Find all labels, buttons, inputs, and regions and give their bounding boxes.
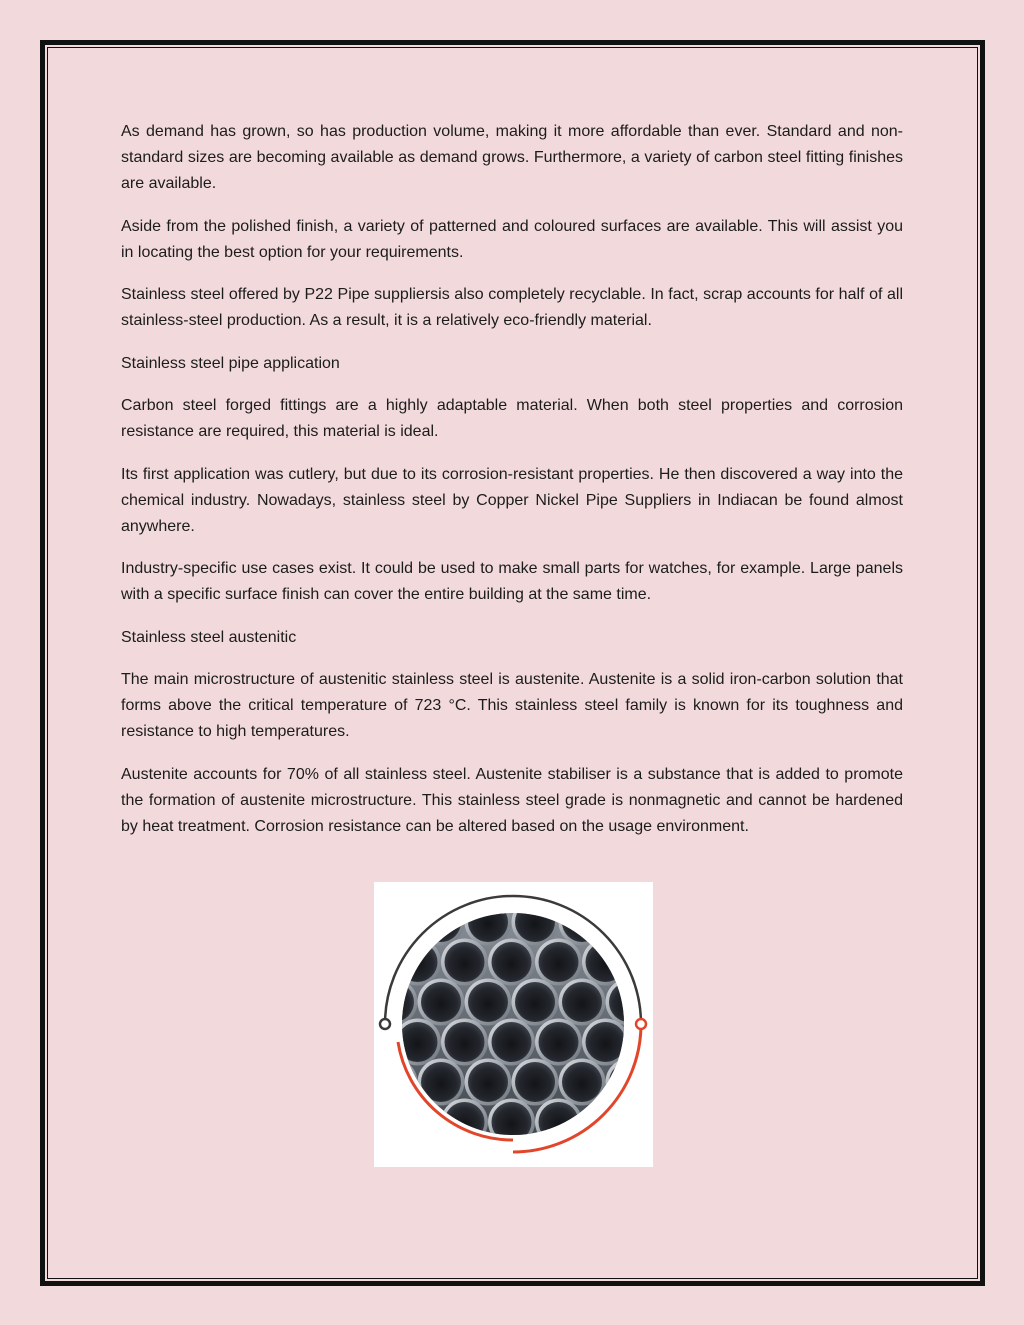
pipe-end [653,1139,654,1168]
pipe-end [374,899,418,946]
steel-pipes-image [374,882,653,1167]
pipe-opening [562,1062,602,1102]
pipe-opening [633,942,654,982]
pipe-opening [492,1102,532,1142]
pipe-end [559,1139,606,1168]
heading-austenitic: Stainless steel austenitic [121,628,297,646]
pipe-opening [468,982,508,1022]
pipe-opening [586,1102,626,1142]
pipe-opening [374,1142,414,1167]
pipe-opening [633,1102,654,1142]
pipe-end [418,899,465,946]
pipe-opening [609,982,649,1022]
pipe-opening [445,1022,485,1062]
pipe-opening [468,902,508,942]
pipe-opening [374,902,414,942]
pipe-opening [421,982,461,1022]
pipe-end [418,1139,465,1168]
pipe-opening [421,1062,461,1102]
paragraph-austenite-share: Austenite accounts for 70% of all stainless steel. Austenite stabiliser is a substance that is added to promote the formation of austenite microstructure. This stainless steel grade is nonmagnetic and cannot be hardened by heat treatment. Corrosion resistance can be altered based on the usage environment. [121,765,903,835]
paragraph-recyclable: Stainless steel offered by P22 Pipe suppliersis also completely recyclable. In fact, scrap accounts for half of all stainless-steel production. As a result, it is a relatively eco-friendly material. [121,286,903,329]
pipe-opening [609,902,649,942]
pipe-end [653,1059,654,1106]
pipe-end [582,1099,629,1146]
pipe-opening [562,982,602,1022]
pipe-opening [374,942,391,982]
pipe-end [606,1139,653,1168]
pipe-end [653,899,654,946]
paragraph-first-application: Its first application was cutlery, but due to its corrosion-resistant properties. He then discovered a way into the chemical industry. Nowadays, stainless steel by Copper Nickel Pipe Suppliers in Indiacan be found almost anywhere. [121,465,903,535]
pipe-opening [562,1142,602,1167]
pipe-end [606,1059,653,1106]
pipe-opening [468,1142,508,1167]
paragraph-affordability: As demand has grown, so has production volume, making it more affordable than ever. Standard and non-standard sizes are becoming available as demand grows. Furthermore, a variety of carbon steel fitting finishes are available. [121,123,903,192]
pipe-end [653,979,654,1026]
pipe-opening [515,1062,555,1102]
pipe-end [465,1139,512,1168]
document-body [121,119,903,856]
pipe-opening [539,942,579,982]
pipe-opening [374,1062,414,1102]
pipe-opening [609,1062,649,1102]
ring-node-right [636,1019,646,1029]
ring-node-left [380,1019,390,1029]
pipe-opening [515,982,555,1022]
pipe-opening [421,1142,461,1167]
pipe-opening [586,1022,626,1062]
paragraph-microstructure: The main microstructure of austenitic stainless steel is austenite. Austenite is a solid iron-carbon solution that forms above the critical temperature of 723 °C. This stainless steel family is known for its toughness and resistance to high temperatures. [121,671,903,740]
pipe-opening [374,982,414,1022]
pipe-opening [492,942,532,982]
pipe-opening [586,942,626,982]
pipe-end [374,1139,418,1168]
pipe-opening [398,942,438,982]
pipe-opening [398,1022,438,1062]
pipe-opening [374,1102,391,1142]
pipe-end [374,939,394,986]
pipe-end [394,1099,441,1146]
pipe-end [374,1099,394,1146]
pipe-opening [492,1022,532,1062]
paragraph-forged-fittings: Carbon steel forged fittings are a highly adaptable material. When both steel properties and corrosion resistance are required, this material is ideal. [121,397,903,440]
pipe-opening [468,1062,508,1102]
heading-pipe-application: Stainless steel pipe application [121,354,340,372]
paragraph-use-cases: Industry-specific use cases exist. It could be used to make small parts for watches, for example. Large panels with a specific surface finish can cover the entire building at the same time. [121,560,903,603]
pipe-end [606,899,653,946]
pipe-opening [445,942,485,982]
pipe-opening [515,902,555,942]
pipe-opening [609,1142,649,1167]
pipe-end [629,1099,653,1146]
paragraph-finishes: Aside from the polished finish, a variety of patterned and coloured surfaces are available. This will assist you in locating the best option for your requirements. [121,217,903,261]
pipe-opening [421,902,461,942]
pipe-opening [539,1022,579,1062]
